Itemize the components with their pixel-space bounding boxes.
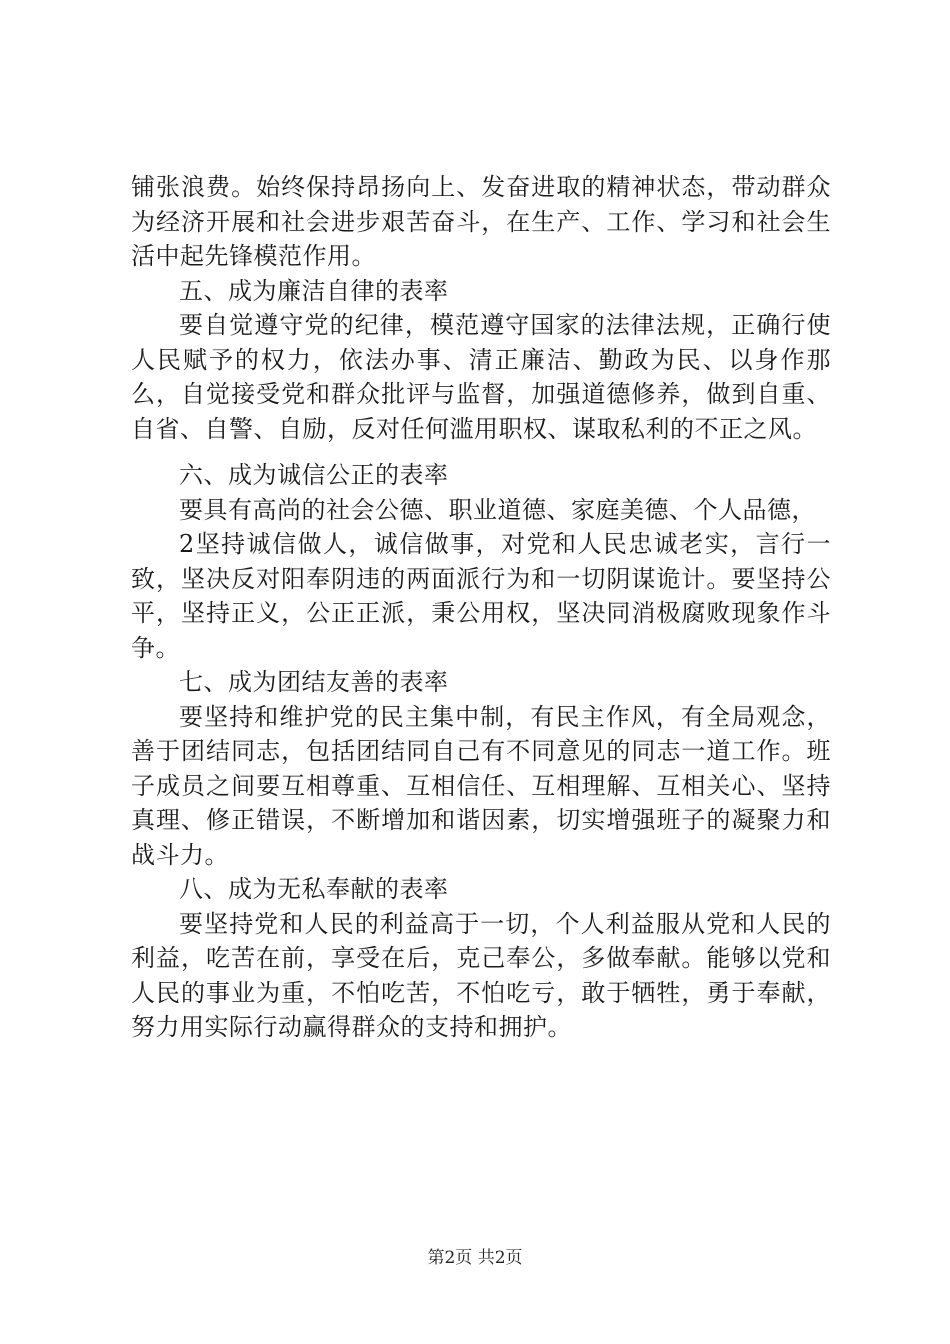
- document-body: [131, 170, 831, 1045]
- paragraph-section-6-part-1: 要具有高尚的社会公德、职业道德、家庭美德、个人品德，: [179, 495, 816, 524]
- heading-section-6: 六、成为诚信公正的表率: [179, 461, 449, 489]
- paragraph-section-8: 要坚持党和人民的利益高于一切，个人利益服从党和人民的利益，吃苦在前，享受在后，克己奉公，多做奉献。能够以党和人民的事业为重，不怕吃苦，不怕吃亏，敢于牺牲，勇于奉献，努力用实际行动赢得群众的支持和拥护。: [131, 909, 831, 1041]
- paragraph-continuation: 铺张浪费。始终保持昂扬向上、发奋进取的精神状态，带动群众为经济开展和社会进步艰苦奋斗，在生产、工作、学习和社会生活中起先锋模范作用。: [131, 173, 831, 270]
- paragraph-section-7: 要坚持和维护党的民主集中制，有民主作风，有全局观念，善于团结同志，包括团结同自己有不同意见的同志一道工作。班子成员之间要互相尊重、互相信任、互相理解、互相关心、坚持真理、修正错误，不断增加和谐因素，切实增强班子的凝聚力和战斗力。: [131, 702, 831, 869]
- heading-section-8: 八、成为无私奉献的表率: [179, 875, 449, 903]
- paragraph-section-5: 要自觉遵守党的纪律，模范遵守国家的法律法规，正确行使人民赋予的权力，依法办事、清正廉洁、勤政为民、以身作那么，自觉接受党和群众批评与监督，加强道德修养，做到自重、自省、自警、自励，反对任何滥用职权、谋取私利的不正之风。: [131, 311, 831, 443]
- heading-section-7: 七、成为团结友善的表率: [179, 668, 449, 696]
- heading-section-5: 五、成为廉洁自律的表率: [179, 276, 449, 305]
- page-footer: 第2页 共2页: [427, 1248, 523, 1268]
- paragraph-section-6-part-2: 2坚持诚信做人，诚信做事，对党和人民忠诚老实，言行一致，坚决反对阳奉阴违的两面派行为和一切阴谋诡计。要坚持公平，坚持正义，公正正派，秉公用权，坚决同消极腐败现象作斗争。: [131, 530, 831, 662]
